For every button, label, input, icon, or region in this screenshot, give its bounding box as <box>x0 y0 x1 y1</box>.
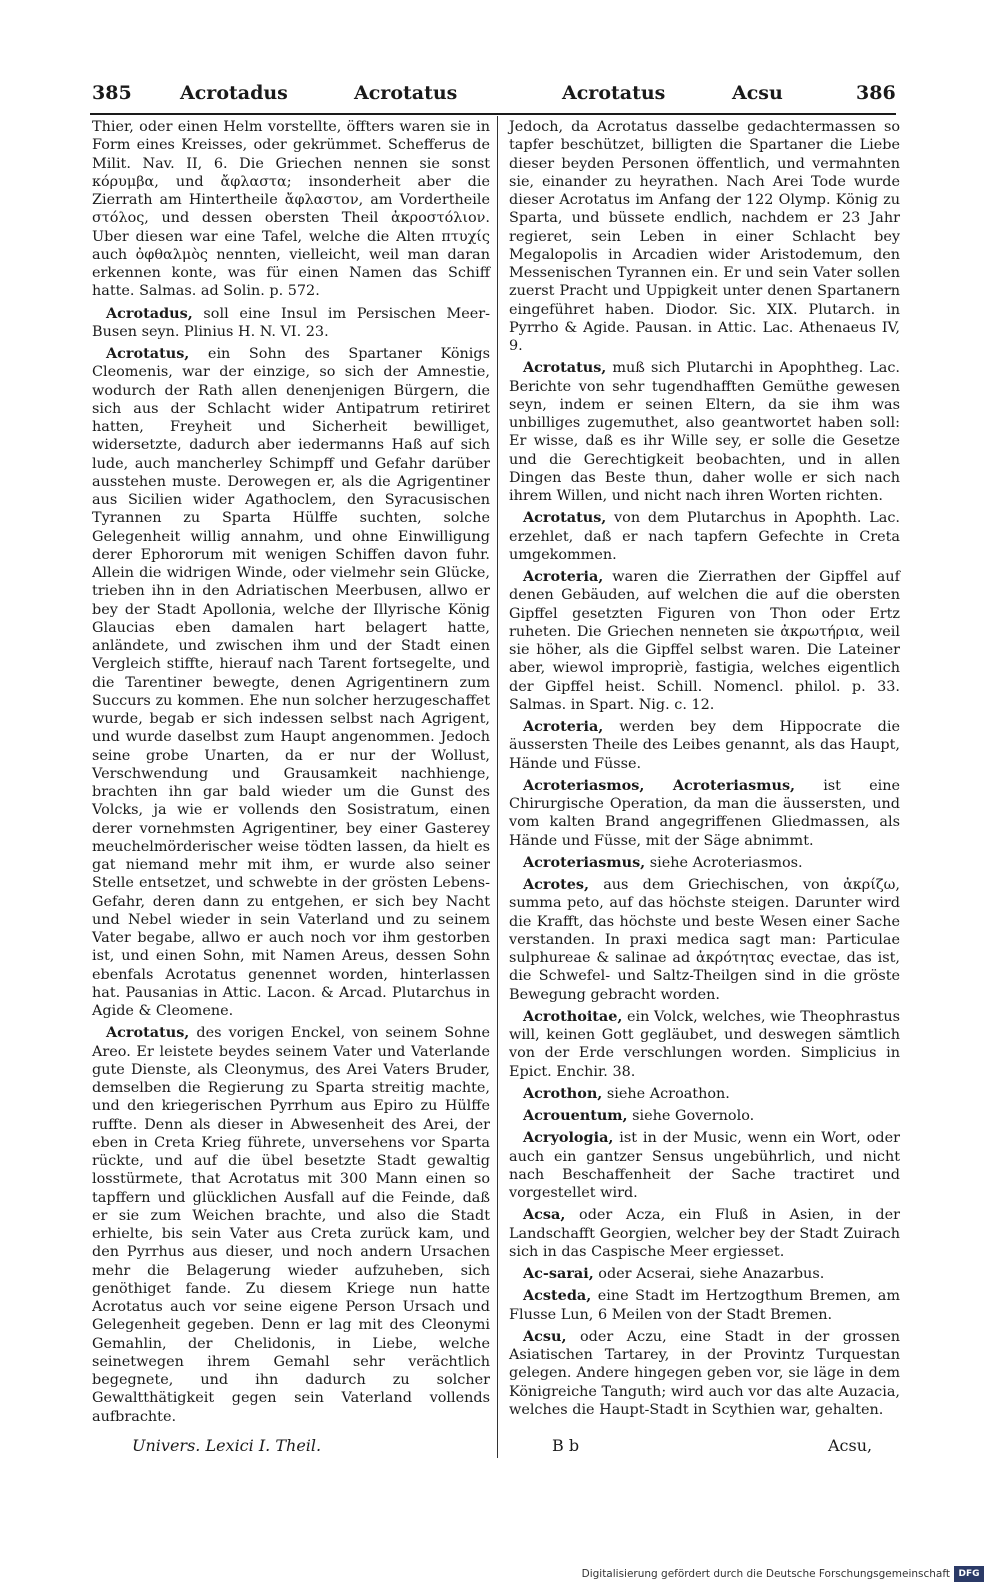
entry-lemma: Acrotatus, <box>523 359 607 377</box>
entry-lemma: Acrouentum, <box>523 1107 628 1124</box>
page-number-left: 385 <box>92 82 132 104</box>
entry-paragraph <box>509 1287 900 1324</box>
entry-paragraph <box>509 777 900 850</box>
entry-text: muß sich Plutarchi in Apophtheg. Lac. Berichte von sehr tugendhafften Gemüthe gewesen seyn, indem er seinen Eltern, da sie ihm was unbilliges zugemuthet, also geantwortet haben soll: Er wisse, daß es ihr Wille sey, er solle die Gesetze und die Gerechtigkeit beobachten, und in allen Dingen das Beste thun, daher wolle er sich nach ihrem Willen, und nicht nach ihren Worten richten. <box>509 360 900 504</box>
lexicon-entry <box>509 1008 900 1081</box>
header-rule <box>90 113 896 115</box>
entry-text: werden bey dem Hippocrate die äussersten Theile des Leibes genannt, als das Haupt, Hände und Füsse. <box>509 719 900 772</box>
entry-lemma: Acroteriasmus, <box>523 853 646 871</box>
entry-text: eine Stadt im Hertzogthum Bremen, am Flusse Lun, 6 Meilen von der Stadt Bremen. <box>509 1288 900 1323</box>
page-catchword: Acsu, <box>828 1436 873 1455</box>
lexicon-entry <box>509 854 900 872</box>
lexicon-entry <box>509 509 900 564</box>
entry-lemma: Acrotatus, <box>523 509 607 527</box>
entry-lemma: Acsu, <box>523 1327 567 1345</box>
digitization-text: Digitalisierung gefördert durch die Deutsche Forschungsgemeinschaft <box>581 1568 950 1580</box>
entry-paragraph <box>509 359 900 505</box>
entry-paragraph <box>92 118 490 301</box>
digitization-credit <box>581 1566 990 1584</box>
entry-paragraph <box>509 568 900 714</box>
lexicon-entry <box>509 1287 900 1324</box>
entry-text: ein Sohn des Spartaner Königs Cleomenis, war der einzige, so sich der Amnestie, wodurch der Rath allen denenjenigen Bürgern, die sich aus der Schlacht wider Antipatrum retiriret hatten, Freyheit und Sicherheit bewilliget, widersetzte, dadurch aber iedermanns Haß auf sich lude, auch mancherley Schimpff und Gefahr darüber ausstehen muste. Derowegen er, als die Agrigentiner aus Sicilien wider Agathoclem, den Syracusischen Tyrannen zu Sparta Hülffe suchten, solche Gelegenheit willig annahm, und ohne Einwilligung derer Ephororum mit wenigen Schiffen davon fuhr. Allein die widrigen Winde, oder vielmehr sein Glücke, trieben ihn in den Adriatischen Meerbusen, allwo er bey der Stadt Apollonia, welche der Illyrische König Glaucias eben damalen hart belagert hatte, anländete, und zwischen ihm und der Stadt einen Vergleich stiffte, hierauf nach Tarent fortsegelte, und die Tarentiner bewegte, denen Agrigentinern zum Succurs zu kommen. Ehe nun solcher herzugeschaffet wurde, begab er sich indessen selbst nach Agrigent, und wurde daselbst zum Haupt angenommen. Jedoch seine grobe Unarten, da er nur der Wollust, Verschwendung und Grausamkeit nachhienge, brachten ihn gar bald wieder um die Gunst des Volcks, ja wie er vollends den Sosistratum, einen derer vornehmsten Agrigentiner, bey einer Gasterey meuchelmörderischer weise tödten lassen, da hielt es gat niemand mehr mit ihm, er wurde also seiner Stelle entsetzet, und schwebte in der grösten Lebens-Gefahr, deren dann zu entgehen, er sich bey Nacht und Nebel wieder in sein Vaterland und zu seinem Vater begabe, allwo er auch noch vor ihm gestorben ist, und einen Sohn, mit Namen Areus, dessen Sohn ebenfals Acrotatus genennet worden, hinterlassen hat. Pausanias in Attic. Lacon. & Arcad. Plutarchus in Agide & Cleomene. <box>92 346 490 1019</box>
entry-text: des vorigen Enckel, von seinem Sohne Areo. Er leistete beydes seinem Vater und Vaterlande gute Dienste, als Cleonymus, des Arei Vaters Bruder, demselben die Regierung zu Sparta streitig machte, und den kriegerischen Pyrrhum aus Epiro zu Hülffe ruffte. Denn als dieser in Abwesenheit des Arei, der eben in Creta Krieg führete, unversehens vor Sparta rückte, und auf die übel besetzte Stadt gewaltig losstürmete, that Acrotatus mit 300 Mann einen so tapffern und glücklichen Ausfall auf die Feinde, daß er sie zum Weichen brachte, und also die Stadt erhielte, bis sein Vater aus Creta zurück kam, und den Pyrrhus aus dieser, und noch andern Ursachen mehr die Belagerung wieder aufzuheben, sich genöthiget fande. Zu diesem Kriege nun hatte Acrotatus auch vor seine eigene Person Ursach und Gelegenheit gegeben. Denn er lag mit des Cleonymi Gemahlin, der Chelidonis, in Liebe, welche seinetwegen ihrem Gemahl sehr verächtlich begegnete, und ihn dadurch zu solcher Gewaltthätigkeit gegen sein Vaterland vollends aufbrachte. <box>92 1025 490 1425</box>
entry-paragraph <box>509 1107 900 1125</box>
entry-text: ist in der Music, wenn ein Wort, oder auch ein gantzer Sensus ungebührlich, und nicht nach Beschaffenheit der Sache tractiret und vorgestellet wird. <box>509 1130 900 1201</box>
sheet-mark: B b <box>552 1436 580 1455</box>
entry-text: Thier, oder einen Helm vorstellte, öffters waren sie in Form eines Kreisses, oder gekrümmet. Schefferus de Milit. Nav. II, 6. Die Griechen nennen sie sonst κόρυμβα, und ἄφλαστα; insonderheit aber die Zierrath am Hintertheile ἄφλαστον, am Vordertheile στόλος, und dessen obersten Theil ἀκροστόλιον. Uber diesen war eine Tafel, welche die Alten πτυχίς auch ὀφθαλμὸς nennten, vielleicht, weil man daran erkennen konte, was für einen Namen das Schiff hatte. Salmas. ad Solin. p. 572. <box>92 119 490 300</box>
entry-text: ein Volck, welches, wie Theophrastus will, keinen Gott gegläubet, und deswegen sämtlich von der Erde verschlungen worden. Simplicius in Epict. Enchir. 38. <box>509 1008 900 1080</box>
entry-lemma: Acrotadus, <box>106 304 193 322</box>
entry-paragraph <box>509 876 900 1004</box>
lexicon-entry <box>509 1129 900 1202</box>
entry-text: siehe Governolo. <box>627 1108 755 1124</box>
entry-lemma: Acsteda, <box>523 1287 592 1305</box>
lexicon-entry <box>509 359 900 505</box>
lexicon-entry <box>509 1085 900 1103</box>
entry-lemma: Ac-sarai, <box>523 1265 594 1282</box>
lexicon-entry <box>509 876 900 1004</box>
running-title-left: Acrotatus <box>354 82 458 104</box>
lexicon-entry <box>509 1265 900 1283</box>
entry-paragraph <box>509 1265 900 1283</box>
left-column <box>92 118 490 1430</box>
lexicon-entry <box>509 1328 900 1419</box>
entry-lemma: Acsa, <box>523 1206 566 1224</box>
entry-paragraph <box>509 1008 900 1081</box>
lexicon-entry <box>92 345 490 1020</box>
running-title-right: Acrotatus <box>562 82 666 104</box>
catchword-right: Acsu <box>732 82 783 104</box>
catchword-left: Acrotadus <box>180 82 288 104</box>
entry-text: siehe Acroathon. <box>602 1085 730 1102</box>
entry-lemma: Acrotatus, <box>106 345 190 362</box>
entry-paragraph <box>509 1206 900 1261</box>
entry-text: waren die Zierrathen der Gipffel auf denen Gebäuden, auf welchen die auf die obersten Gipffel gesetzten Figuren von Thon oder Ertz ruheten. Die Griechen nenneten sie ἀκρωτήρια, weil sie höher, als die Gipffel selbst waren. Die Lateiner aber, wiewol impropriè, fastigia, welches eigentlich der Gipffel heist. Schill. Nomencl. philol. p. 33. Salmas. in Spart. Nig. c. 12. <box>509 569 900 713</box>
entry-lemma: Acrotatus, <box>106 1024 190 1042</box>
entry-lemma: Acroteria, <box>523 568 604 585</box>
lexicon-entry <box>92 1024 490 1426</box>
lexicon-entry <box>509 568 900 714</box>
entry-text: siehe Acroteriasmos. <box>645 854 803 871</box>
running-header <box>92 82 896 112</box>
entry-text: soll eine Insul im Persischen Meer-Busen seyn. Plinius H. N. VI. 23. <box>92 305 490 340</box>
lexicon-entry <box>92 305 490 342</box>
entry-text: von dem Plutarchus in Apophth. Lac. erzehlet, daß er nach tapfern Gefechte in Creta umgekommen. <box>509 510 900 563</box>
entry-paragraph <box>509 1328 900 1419</box>
entry-paragraph <box>509 118 900 355</box>
page-number-right: 386 <box>856 82 896 104</box>
entry-lemma: Acrotes, <box>523 876 590 893</box>
dfg-logo-icon: DFG <box>954 1566 984 1582</box>
entry-paragraph <box>509 1085 900 1103</box>
entry-lemma: Acroteria, <box>523 718 604 735</box>
volume-signature: Univers. Lexici I. Theil. <box>132 1436 322 1455</box>
entry-lemma: Acrothoitae, <box>523 1007 623 1025</box>
lexicon-entry <box>509 777 900 850</box>
entry-paragraph <box>92 305 490 342</box>
entry-text: oder Acserai, siehe Anazarbus. <box>593 1266 825 1282</box>
entry-paragraph <box>92 1024 490 1426</box>
entry-paragraph <box>509 1129 900 1202</box>
lexicon-entry <box>509 1107 900 1125</box>
entry-paragraph <box>509 509 900 564</box>
column-divider <box>497 116 498 1458</box>
entry-lemma: Acrothon, <box>523 1084 603 1102</box>
lexicon-entry <box>509 1206 900 1261</box>
entry-paragraph <box>509 718 900 773</box>
right-column <box>509 118 900 1423</box>
entry-paragraph <box>509 854 900 872</box>
entry-text: aus dem Griechischen, von ἀκρίζω, summa peto, auf das höchste steigen. Darunter wird die Krafft, das höchste und beste Wesen einer Sache verstanden. In praxi medica sagt man: Particulae sulphureae & salinae ad ἀκρότητας evectae, das ist, die Schwefel- und Saltz-Theilgen sind in die gröste Bewegung gebracht worden. <box>509 877 900 1003</box>
entry-text: ist eine Chirurgische Operation, da man die äussersten, und vom kalten Brand angegriffenen Gliedmassen, als Hände und Füsse, mit der Säge abnimmt. <box>509 777 900 849</box>
page-footer <box>92 1436 898 1460</box>
lexicon-entry <box>92 118 490 301</box>
lexicon-entry <box>509 718 900 773</box>
lexicon-entry <box>509 118 900 355</box>
entry-paragraph <box>92 345 490 1020</box>
entry-text: Jedoch, da Acrotatus dasselbe gedachtermassen so tapfer beschützet, billigten die Spartaner die Liebe dieser beyden Personen öffentlich, und vermahnten sie, einander zu heyrathen. Nach Arei Tode wurde dieser Acrotatus im Anfang der 122 Olymp. König zu Sparta, und büssete endlich, nachdem er 23 Jahr regieret, sein Leben in einer Schlacht bey Megalopolis in Arcadien wider Aristodemum, den Messenischen Tyrannen ein. Er und sein Vater sollen zuerst Pracht und Uppigkeit unter denen Spartanern eingeführet haben. Diodor. Sic. XIX. Plutarch. in Pyrrho & Agide. Pausan. in Attic. Lac. Athenaeus IV, 9. <box>509 119 900 354</box>
entry-text: oder Acza, ein Fluß in Asien, in der Landschafft Georgien, welcher bey der Stadt Zuirach sich in das Caspische Meer ergiesset. <box>509 1207 900 1260</box>
entry-lemma: Acryologia, <box>523 1129 614 1147</box>
entry-lemma: Acroteriasmos, Acroteriasmus, <box>523 776 796 794</box>
entry-text: oder Aczu, eine Stadt in der grossen Asiatischen Tartarey, in der Provintz Turquestan gelegen. Andere hingegen geben vor, sie läge in dem Königreiche Tanguth; wird auch vor das alte Auzacia, welches die Haupt-Stadt in Scythien war, gehalten. <box>509 1328 900 1418</box>
